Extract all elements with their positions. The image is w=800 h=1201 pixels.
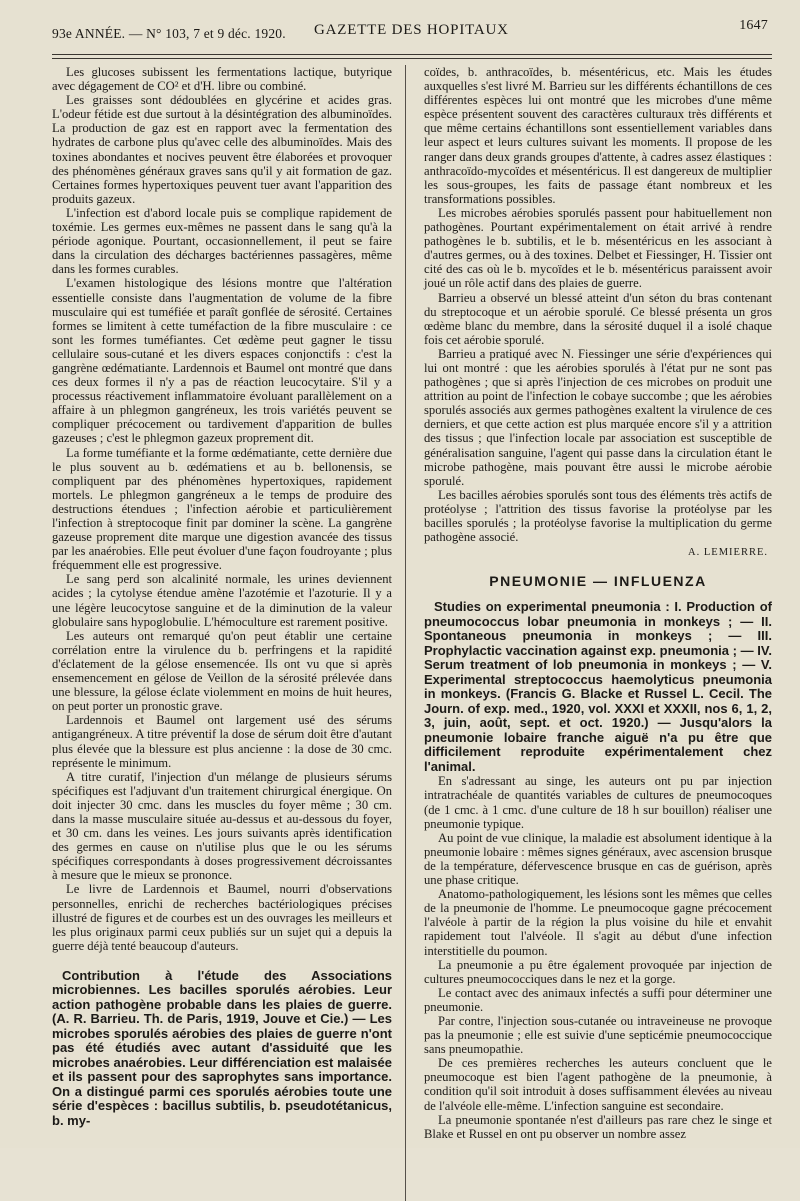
paragraph: coïdes, b. anthracoïdes, b. mésentéricus, etc. Mais les études auxquelles s'est livré M. Barrieu sur les différents échantillons de ces différentes espèces lui ont montré que les microbes d'une même espèce présentent souvent des caractères culturaux très différents et que même certains échantillons sont essentiellement variables dans leur aspect et leurs cultures suivant les moments. Il propose de les ranger dans deux grands groupes d'attente, à cadres assez élastiques : anthracoïdo-mycoïdes et mésentéricus. Il est dangereux de multiplier les sous-groupes, les faits de passage étant nombreux et les transformations possibles. [424,65,772,206]
paragraph: Les auteurs ont remarqué qu'on peut établir une certaine corrélation entre la virulence du b. perfringens et la rapidité d'éclatement de la gélose ensemencée. Ils ont vu que si après ensemencement en gélose de Veillon de la sérosité prélevée dans une blessure, la gélose éclate violemment en moins de huit heures, on peut porter un pronostic grave. [52,628,392,714]
journal-title: GAZETTE DES HOPITAUX [314,22,509,38]
paragraph: L'infection est d'abord locale puis se complique rapidement de toxémie. Les germes eux-mêmes ne passent dans le sang qu'à la période agonique. Pourtant, occasionnellement, il peut se faire dans la circulation des décharges bactériennes passagères, même dans les formes curables. [52,205,392,277]
text-columns [52,65,772,1141]
paragraph: Les graisses sont dédoublées en glycérine et acides gras. L'odeur fétide est due surtout à la désintégration des albuminoïdes. La production de gaz est en rapport avec la fermentation des hydrates de carbone plus qu'avec celle des albuminoïdes. Mais des toxines abondantes et nocives peuvent être élaborées et provoquer des phénomènes généraux graves sans qu'il y ait formation de gaz. Certaines formes hypertoxiques peuvent tuer avant l'apparition des produits gazeux. [52,93,392,206]
issue-line: 93e ANNÉE. — N° 103, 7 et 9 déc. 1920. [52,26,286,41]
right-column [424,65,772,1141]
paragraph: Les microbes aérobies sporulés passent pour habituellement non pathogènes. Pourtant expérimentalement on était arrivé à rendre pathogènes le b. subtilis, et le b. mésentéricus en les associant à d'autres germes, ou à des toxines. Delbet et Fiessinger, H. Tissier ont cité des cas où le b. mycoïdes et le b. mésentéricus paraissent avoir joué un rôle actif dans des plaies de guerre. [424,205,772,291]
paragraph: Le contact avec des animaux infectés a suffi pour déterminer une pneumonie. [424,985,772,1014]
paragraph: Au point de vue clinique, la maladie est absolument identique à la pneumonie lobaire : mêmes signes généraux, avec ascension brusque de la température, défervescence brusque en cas de guérison, après une phase critique. [424,830,772,888]
paragraph: L'examen histologique des lésions montre que l'altération essentielle consiste dans l'augmentation de volume de la fibre musculaire qui est tuméfiée et paraît gonflée de sérosité. Certaines formes se limitent à cette tuméfaction de la fibre musculaire : ce sont les formes tuméfiantes. Cet œdème peut gagner le tissu cellulaire sous-cutané et les divers espaces conjonctifs : c'est la gangrène œdématiante. Lardennois et Baumel ont montré que dans ces deux formes il n'y a pas de réaction leucocytaire. S'il y a processus réactivement inflammatoire évoluant parallèlement on a affaire à un phlegmon gangréneux, les trois variétés peuvent se compliquer précocement ou tardivement d'apparition de bulles gazeuses ; c'est le phlegmon gazeux proprement dit. [52,276,392,446]
paragraph: Barrieu a pratiqué avec N. Fiessinger une série d'expériences qui lui ont montré : que les aérobies sporulés à l'état pur ne sont pas pathogènes ; que si après l'injection de ces microbes on produit une attrition au point de l'infection le cobaye succombe ; que les aérobies sporulés associés aux germes pathogènes exaltent la virulence de ces derniers, et que cette action est plus marquée encore s'il y a attrition des tissus ; que l'infection locale par association est susceptible de généralisation sanguine, l'agent qui passe dans la circulation étant le microbe pathogène, mais pouvant être aussi le microbe aérobie sporulé. [424,346,772,488]
paragraph: A titre curatif, l'injection d'un mélange de plusieurs sérums spécifiques est l'adjuvant d'un traitement chirurgical énergique. On doit injecter 30 cmc. dans les muscles du foyer même ; 30 cm. dans la masse musculaire située au-dessus et au-dessous du foyer, et 30 cm. dans les veines. Les jours suivants après identification des germes en cause on n'utilise plus que le ou les sérums spécifiques correspondants à doses progressivement décroissantes à mesure que le mieux se prononce. [52,769,392,883]
paragraph: Les bacilles aérobies sporulés sont tous des éléments très actifs de protéolyse ; l'attrition des tissus favorise la protéolyse par les bacilles sporulés ; la protéolyse favorise la multiplication du germe pathogène associé. [424,487,772,545]
paragraph: De ces premières recherches les auteurs concluent que le pneumocoque est bien l'agent pathogène de la pneumonie, à condition qu'il soit introduit à doses suffisamment élevées au niveau de l'alvéole elle-même. L'infection sanguine est secondaire. [424,1056,772,1113]
article-heading: Studies on experimental pneumonia : I. Production of pneumococcus lobar pneumonia in monkeys ; — II. Spontaneous pneumonia in monkeys ; — III. Prophylactic vaccination against exp. pneumonia ; — IV. Serum treatment of lob pneumonia in monkeys ; — V. Experimental streptococcus haemolyticus pneumonia in monkeys. (Francis G. Blacke et Russel L. Cecil. The Journ. of exp. med., 1920, vol. XXXI et XXXII, nos 6, 1, 2, 3, juin, août, sept. et oct. 1920.) — Jusqu'alors la pneumonie lobaire franche aiguë n'a pu être que difficilement reproduite expérimentalement chez l'animal. [424,599,772,774]
paragraph: La pneumonie a pu être également provoquée par injection de cultures pneumococciques dans le nez et la gorge. [424,957,772,986]
paragraph: La forme tuméfiante et la forme œdématiante, cette dernière due le plus souvent au b. œdématiens et au b. bellonensis, se compliquent par des phénomènes hypertoxiques, rapidement mortels. Le phlegmon gangréneux a le temps de produire des destructions étendues ; l'infection aérobie et particulièrement l'infection à streptocoque finit par dominer la scène. La gangrène gazeuse proprement dite marque une digestion avancée des tissus par les anaérobies. Elle peut évoluer d'une façon foudroyante ; plus fréquemment elle est progressive. [52,445,392,573]
header-rule [52,54,772,55]
paragraph: En s'adressant au singe, les auteurs ont pu par injection intratrachéale de quantités variables de cultures de pneumocoques (de 1 cmc. à 1 cmc. d'une culture de 18 h sur bouillon) réaliser une pneumonie typique. [424,774,772,831]
author-signature: A. LEMIERRE. [688,547,768,559]
paragraph: Anatomo-pathologiquement, les lésions sont les mêmes que celles de la pneumonie de l'homme. Le pneumocoque gagne précocement l'alvéole à partir de la région la plus voisine du hile et envahit rapidement tout l'alvéole. Il s'agit au début d'une infection interstitielle du poumon. [424,887,772,958]
page-number: 1647 [739,18,768,33]
paragraph: Barrieu a observé un blessé atteint d'un séton du bras contenant du streptocoque et un aérobie sporulé. Ce blessé présenta un gros œdème blanc du membre, dans la sérosité duquel il a isolé chaque fois cet aérobie sporulé. [424,290,772,347]
left-column [52,65,392,1141]
paragraph: Lardennois et Baumel ont largement usé des sérums antigangréneux. A titre préventif la dose de sérum doit être d'autant plus élevée que la blessure est plus ancienne : la dose de 30 cmc. représente le minimum. [52,713,392,770]
paragraph: Par contre, l'injection sous-cutanée ou intraveineuse ne provoque pas la pneumonie ; elle est suivie d'une septicémie pneumococcique sans pneumopathie. [424,1013,772,1057]
paragraph: La pneumonie spontanée n'est d'ailleurs pas rare chez le singe et Blake et Russel en ont pu observer un nombre assez [424,1112,772,1141]
paragraph: Le sang perd son alcalinité normale, les urines deviennent acides ; la cytolyse étendue amène l'azotémie et l'azoturie. Il y a une légère leucocytose sanguine et de la diminution de la valeur globulaire sans hypoglobulie. L'hémoculture est rarement positive. [52,572,392,629]
running-head [52,14,772,44]
paragraph: Les glucoses subissent les fermentations lactique, butyrique avec dégagement de CO² et d'H. libre ou combiné. [52,65,392,94]
column-divider [405,65,406,1201]
article-heading: Contribution à l'étude des Associations microbiennes. Les bacilles sporulés aérobies. Leur action pathogène probable dans les plaies de guerre. (A. R. Barrieu. Th. de Paris, 1919, Jouve et Cie.) — Les microbes sporulés aérobies des plaies de guerre n'ont pas été étudiés avec autant d'assiduité que les microbes anaérobies. Leur différenciation est malaisée et ils passent pour des saprophytes sans importance. On a distingué parmi ces sporulés aérobies toute une série d'espèces : bacillus subtilis, b. pseudotétanicus, b. my- [52,967,392,1128]
paragraph: Le livre de Lardennois et Baumel, nourri d'observations personnelles, enrichi de recherches bactériologiques précises illustré de figures et de courbes est un des ouvrages les meilleurs et les plus originaux parmi ceux publiés sur un sujet qui a depuis la guerre déjà tenté beaucoup d'auteurs. [52,882,392,953]
section-title: PNEUMONIE — INFLUENZA [489,573,707,590]
header-rule-secondary [52,58,772,59]
